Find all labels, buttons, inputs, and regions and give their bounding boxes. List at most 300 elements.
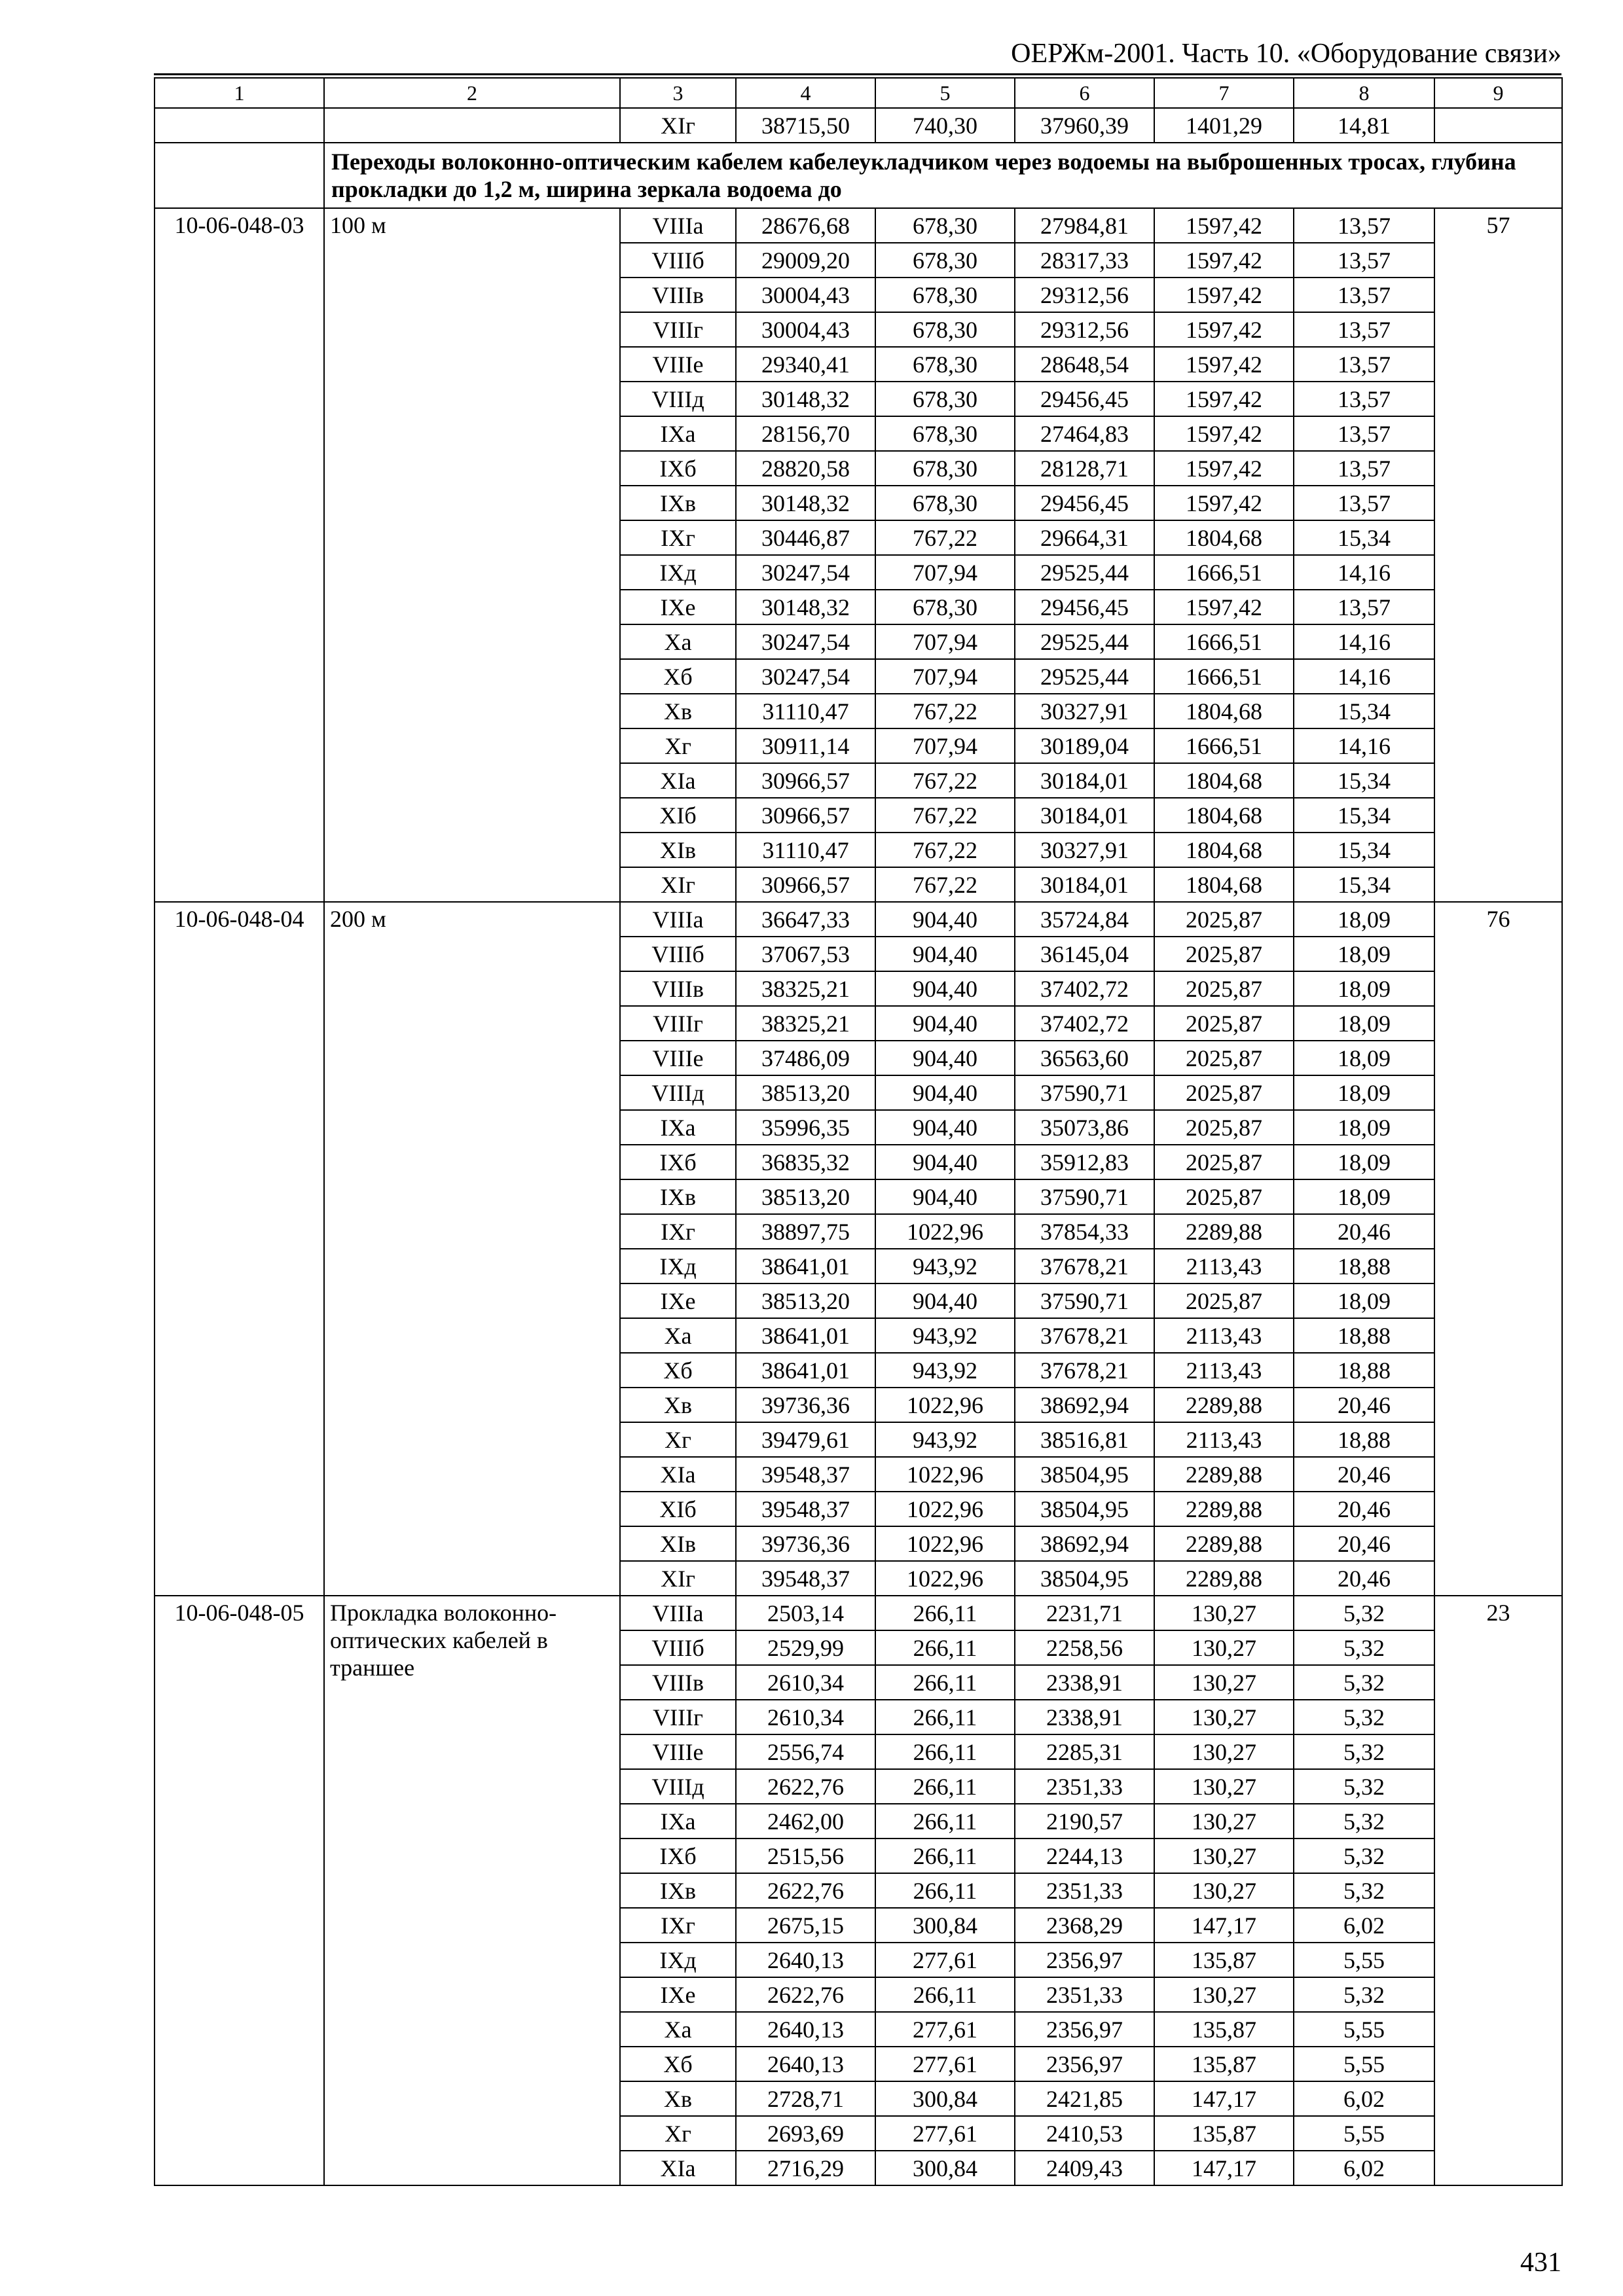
zone-cell: Xа [620,2012,736,2047]
column-number: 1 [155,78,324,108]
value-cell: 943,92 [875,1422,1015,1457]
value-cell: 18,09 [1294,1283,1434,1318]
value-cell: 29525,44 [1015,555,1154,590]
zone-cell: Xа [620,624,736,659]
value-cell: 13,57 [1294,486,1434,520]
value-cell: 2289,88 [1154,1561,1294,1596]
value-cell: 767,22 [875,867,1015,902]
value-cell: 904,40 [875,937,1015,971]
value-cell: 30966,57 [736,763,875,798]
zone-cell: IXг [620,1908,736,1943]
value-cell: 678,30 [875,451,1015,486]
value-cell: 130,27 [1154,1700,1294,1734]
value-cell: 13,57 [1294,347,1434,382]
value-cell: 277,61 [875,2116,1015,2151]
value-cell: 1597,42 [1154,451,1294,486]
value-cell: 1804,68 [1154,763,1294,798]
value-cell: 37486,09 [736,1041,875,1075]
zone-cell: Xг [620,1422,736,1457]
value-cell: 767,22 [875,694,1015,728]
value-cell: 2693,69 [736,2116,875,2151]
value-cell: 266,11 [875,1734,1015,1769]
value-cell: 707,94 [875,624,1015,659]
value-cell: 678,30 [875,312,1015,347]
value-cell: 1597,42 [1154,382,1294,416]
value-cell: 18,09 [1294,1075,1434,1110]
value-cell: 2025,87 [1154,971,1294,1006]
value-cell: 39479,61 [736,1422,875,1457]
column-9-value: 76 [1434,902,1562,1596]
value-cell: 904,40 [875,1110,1015,1145]
value-cell: 2610,34 [736,1665,875,1700]
rate-description: 100 м [324,208,620,902]
value-cell: 2338,91 [1015,1700,1154,1734]
value-cell: 36145,04 [1015,937,1154,971]
value-cell: 767,22 [875,833,1015,867]
price-table [154,77,1563,2186]
zone-cell: IXа [620,416,736,451]
value-cell: 2025,87 [1154,1145,1294,1179]
value-cell: 15,34 [1294,694,1434,728]
value-cell: 39548,37 [736,1492,875,1526]
value-cell: 20,46 [1294,1526,1434,1561]
zone-cell: Xг [620,728,736,763]
value-cell: 904,40 [875,1283,1015,1318]
value-cell: 1022,96 [875,1492,1015,1526]
zone-cell: IXв [620,486,736,520]
value-cell: 300,84 [875,1908,1015,1943]
value-cell: 904,40 [875,1179,1015,1214]
value-cell: 130,27 [1154,1734,1294,1769]
zone-cell: XIг [620,108,736,143]
zone-cell: XIв [620,833,736,867]
value-cell: 37590,71 [1015,1075,1154,1110]
value-cell: 2289,88 [1154,1457,1294,1492]
value-cell: 2351,33 [1015,1977,1154,2012]
value-cell: 2356,97 [1015,2012,1154,2047]
value-cell: 2421,85 [1015,2081,1154,2116]
value-cell: 29664,31 [1015,520,1154,555]
value-cell: 37960,39 [1015,108,1154,143]
table-cell [1434,108,1562,143]
value-cell: 2356,97 [1015,1943,1154,1977]
zone-cell: Xв [620,2081,736,2116]
value-cell: 2113,43 [1154,1422,1294,1457]
value-cell: 29456,45 [1015,486,1154,520]
value-cell: 30247,54 [736,624,875,659]
value-cell: 767,22 [875,763,1015,798]
value-cell: 37067,53 [736,937,875,971]
value-cell: 30247,54 [736,555,875,590]
value-cell: 707,94 [875,659,1015,694]
zone-cell: VIIIе [620,1041,736,1075]
zone-cell: Xв [620,694,736,728]
value-cell: 1022,96 [875,1526,1015,1561]
value-cell: 266,11 [875,1839,1015,1873]
zone-cell: XIа [620,2151,736,2185]
value-cell: 2025,87 [1154,1110,1294,1145]
value-cell: 38641,01 [736,1249,875,1283]
rate-description: Прокладка волоконно-оптических кабелей в траншее [324,1596,620,2185]
zone-cell: VIIIа [620,208,736,243]
zone-cell: IXг [620,1214,736,1249]
value-cell: 2289,88 [1154,1388,1294,1422]
value-cell: 5,32 [1294,1596,1434,1630]
value-cell: 1804,68 [1154,694,1294,728]
value-cell: 29456,45 [1015,382,1154,416]
value-cell: 5,55 [1294,2047,1434,2081]
value-cell: 20,46 [1294,1492,1434,1526]
value-cell: 2190,57 [1015,1804,1154,1839]
value-cell: 29525,44 [1015,659,1154,694]
value-cell: 5,32 [1294,1630,1434,1665]
value-cell: 2529,99 [736,1630,875,1665]
zone-cell: VIIIб [620,1630,736,1665]
value-cell: 5,32 [1294,1665,1434,1700]
value-cell: 2640,13 [736,1943,875,1977]
value-cell: 2289,88 [1154,1214,1294,1249]
value-cell: 18,09 [1294,1179,1434,1214]
value-cell: 6,02 [1294,2081,1434,2116]
value-cell: 14,16 [1294,555,1434,590]
value-cell: 30966,57 [736,798,875,833]
value-cell: 1804,68 [1154,833,1294,867]
value-cell: 2025,87 [1154,1179,1294,1214]
value-cell: 38504,95 [1015,1457,1154,1492]
value-cell: 277,61 [875,2012,1015,2047]
column-number: 9 [1434,78,1562,108]
value-cell: 39736,36 [736,1526,875,1561]
value-cell: 5,55 [1294,1943,1434,1977]
value-cell: 15,34 [1294,833,1434,867]
value-cell: 130,27 [1154,1873,1294,1908]
value-cell: 2640,13 [736,2012,875,2047]
value-cell: 147,17 [1154,2081,1294,2116]
value-cell: 767,22 [875,798,1015,833]
value-cell: 1804,68 [1154,798,1294,833]
value-cell: 30184,01 [1015,798,1154,833]
value-cell: 14,16 [1294,659,1434,694]
value-cell: 6,02 [1294,1908,1434,1943]
value-cell: 38513,20 [736,1179,875,1214]
value-cell: 13,57 [1294,590,1434,624]
value-cell: 5,32 [1294,1977,1434,2012]
value-cell: 38897,75 [736,1214,875,1249]
zone-cell: IXд [620,555,736,590]
page-number: 431 [1520,2248,1561,2278]
value-cell: 15,34 [1294,763,1434,798]
column-number: 8 [1294,78,1434,108]
value-cell: 266,11 [875,1596,1015,1630]
value-cell: 30247,54 [736,659,875,694]
column-number: 3 [620,78,736,108]
value-cell: 28317,33 [1015,243,1154,278]
value-cell: 1597,42 [1154,278,1294,312]
value-cell: 31110,47 [736,833,875,867]
value-cell: 28820,58 [736,451,875,486]
value-cell: 2503,14 [736,1596,875,1630]
zone-cell: XIа [620,763,736,798]
value-cell: 943,92 [875,1249,1015,1283]
value-cell: 1666,51 [1154,555,1294,590]
value-cell: 37590,71 [1015,1179,1154,1214]
value-cell: 14,16 [1294,624,1434,659]
value-cell: 678,30 [875,382,1015,416]
value-cell: 1401,29 [1154,108,1294,143]
value-cell: 35724,84 [1015,902,1154,937]
value-cell: 2025,87 [1154,1006,1294,1041]
table-cell [324,108,620,143]
value-cell: 2285,31 [1015,1734,1154,1769]
value-cell: 1597,42 [1154,590,1294,624]
value-cell: 28128,71 [1015,451,1154,486]
value-cell: 2622,76 [736,1873,875,1908]
zone-cell: XIв [620,1526,736,1561]
value-cell: 36563,60 [1015,1041,1154,1075]
column-number-row [155,78,1562,108]
value-cell: 20,46 [1294,1388,1434,1422]
value-cell: 130,27 [1154,1665,1294,1700]
zone-cell: VIIIд [620,382,736,416]
value-cell: 2515,56 [736,1839,875,1873]
value-cell: 904,40 [875,902,1015,937]
page-header: ОЕРЖм-2001. Часть 10. «Оборудование связи» [1011,39,1561,69]
value-cell: 28648,54 [1015,347,1154,382]
value-cell: 36647,33 [736,902,875,937]
value-cell: 37402,72 [1015,971,1154,1006]
value-cell: 678,30 [875,486,1015,520]
value-cell: 20,46 [1294,1457,1434,1492]
zone-cell: VIIIб [620,937,736,971]
value-cell: 35073,86 [1015,1110,1154,1145]
value-cell: 31110,47 [736,694,875,728]
value-cell: 1597,42 [1154,416,1294,451]
zone-cell: VIIIе [620,1734,736,1769]
value-cell: 130,27 [1154,1596,1294,1630]
table-cell [155,108,324,143]
zone-cell: XIа [620,1457,736,1492]
zone-cell: IXд [620,1943,736,1977]
value-cell: 2351,33 [1015,1873,1154,1908]
table-cell [155,143,324,208]
zone-cell: Xб [620,1353,736,1388]
value-cell: 147,17 [1154,2151,1294,2185]
value-cell: 13,57 [1294,416,1434,451]
value-cell: 2289,88 [1154,1526,1294,1561]
value-cell: 1666,51 [1154,728,1294,763]
value-cell: 36835,32 [736,1145,875,1179]
value-cell: 13,57 [1294,278,1434,312]
zone-cell: IXе [620,590,736,624]
table-row [155,208,1562,243]
value-cell: 740,30 [875,108,1015,143]
value-cell: 30911,14 [736,728,875,763]
value-cell: 707,94 [875,728,1015,763]
value-cell: 266,11 [875,1873,1015,1908]
value-cell: 29009,20 [736,243,875,278]
table-row [155,902,1562,937]
value-cell: 2338,91 [1015,1665,1154,1700]
zone-cell: VIIIб [620,243,736,278]
value-cell: 20,46 [1294,1214,1434,1249]
column-number: 4 [736,78,875,108]
value-cell: 2244,13 [1015,1839,1154,1873]
value-cell: 30966,57 [736,867,875,902]
value-cell: 1597,42 [1154,486,1294,520]
value-cell: 130,27 [1154,1804,1294,1839]
value-cell: 5,55 [1294,2116,1434,2151]
value-cell: 13,57 [1294,312,1434,347]
rate-code: 10-06-048-05 [155,1596,324,2185]
zone-cell: XIг [620,867,736,902]
value-cell: 1597,42 [1154,243,1294,278]
value-cell: 1804,68 [1154,520,1294,555]
value-cell: 38516,81 [1015,1422,1154,1457]
value-cell: 130,27 [1154,1769,1294,1804]
value-cell: 1666,51 [1154,659,1294,694]
value-cell: 2409,43 [1015,2151,1154,2185]
zone-cell: Xб [620,2047,736,2081]
value-cell: 266,11 [875,1700,1015,1734]
value-cell: 18,09 [1294,1041,1434,1075]
rate-code: 10-06-048-03 [155,208,324,902]
value-cell: 13,57 [1294,382,1434,416]
zone-cell: IXв [620,1873,736,1908]
value-cell: 130,27 [1154,1630,1294,1665]
value-cell: 14,16 [1294,728,1434,763]
column-9-value: 23 [1434,1596,1562,2185]
value-cell: 1022,96 [875,1457,1015,1492]
zone-cell: VIIIв [620,1665,736,1700]
value-cell: 904,40 [875,1041,1015,1075]
zone-cell: VIIIг [620,312,736,347]
column-number: 7 [1154,78,1294,108]
value-cell: 14,81 [1294,108,1434,143]
value-cell: 18,09 [1294,1110,1434,1145]
value-cell: 1597,42 [1154,312,1294,347]
zone-cell: VIIIа [620,1596,736,1630]
value-cell: 18,09 [1294,937,1434,971]
value-cell: 943,92 [875,1353,1015,1388]
value-cell: 30148,32 [736,590,875,624]
value-cell: 1597,42 [1154,208,1294,243]
value-cell: 300,84 [875,2151,1015,2185]
value-cell: 2622,76 [736,1769,875,1804]
value-cell: 38641,01 [736,1318,875,1353]
value-cell: 38513,20 [736,1283,875,1318]
value-cell: 30148,32 [736,486,875,520]
value-cell: 29456,45 [1015,590,1154,624]
value-cell: 5,32 [1294,1804,1434,1839]
value-cell: 904,40 [875,1145,1015,1179]
value-cell: 29312,56 [1015,312,1154,347]
value-cell: 707,94 [875,555,1015,590]
zone-cell: IXб [620,451,736,486]
value-cell: 35912,83 [1015,1145,1154,1179]
value-cell: 38504,95 [1015,1492,1154,1526]
header-rule [154,73,1561,75]
value-cell: 18,88 [1294,1353,1434,1388]
value-cell: 5,32 [1294,1700,1434,1734]
value-cell: 37678,21 [1015,1353,1154,1388]
zone-cell: VIIIв [620,971,736,1006]
value-cell: 18,09 [1294,971,1434,1006]
zone-cell: IXа [620,1804,736,1839]
value-cell: 1022,96 [875,1561,1015,1596]
value-cell: 30004,43 [736,278,875,312]
zone-cell: VIIIе [620,347,736,382]
value-cell: 266,11 [875,1665,1015,1700]
value-cell: 2289,88 [1154,1492,1294,1526]
value-cell: 30189,04 [1015,728,1154,763]
value-cell: 1804,68 [1154,867,1294,902]
value-cell: 6,02 [1294,2151,1434,2185]
value-cell: 30148,32 [736,382,875,416]
value-cell: 28156,70 [736,416,875,451]
value-cell: 2025,87 [1154,937,1294,971]
value-cell: 135,87 [1154,1943,1294,1977]
continuation-row [155,108,1562,143]
value-cell: 2640,13 [736,2047,875,2081]
value-cell: 2113,43 [1154,1353,1294,1388]
zone-cell: Xв [620,1388,736,1422]
zone-cell: IXе [620,1977,736,2012]
value-cell: 277,61 [875,2047,1015,2081]
value-cell: 13,57 [1294,243,1434,278]
zone-cell: IXа [620,1110,736,1145]
value-cell: 266,11 [875,1630,1015,1665]
value-cell: 18,09 [1294,1006,1434,1041]
value-cell: 130,27 [1154,1839,1294,1873]
value-cell: 38325,21 [736,971,875,1006]
value-cell: 39548,37 [736,1457,875,1492]
value-cell: 2556,74 [736,1734,875,1769]
section-row [155,143,1562,208]
zone-cell: IXб [620,1145,736,1179]
value-cell: 2025,87 [1154,1283,1294,1318]
value-cell: 13,57 [1294,208,1434,243]
zone-cell: XIб [620,798,736,833]
value-cell: 2113,43 [1154,1249,1294,1283]
table-row [155,1596,1562,1630]
value-cell: 1022,96 [875,1214,1015,1249]
rate-code: 10-06-048-04 [155,902,324,1596]
value-cell: 943,92 [875,1318,1015,1353]
value-cell: 2025,87 [1154,902,1294,937]
zone-cell: Xг [620,2116,736,2151]
zone-cell: VIIIг [620,1006,736,1041]
value-cell: 38504,95 [1015,1561,1154,1596]
column-number: 2 [324,78,620,108]
zone-cell: Xа [620,1318,736,1353]
value-cell: 5,32 [1294,1769,1434,1804]
value-cell: 2462,00 [736,1804,875,1839]
value-cell: 30327,91 [1015,833,1154,867]
value-cell: 678,30 [875,243,1015,278]
zone-cell: XIг [620,1561,736,1596]
value-cell: 2231,71 [1015,1596,1154,1630]
value-cell: 767,22 [875,520,1015,555]
value-cell: 300,84 [875,2081,1015,2116]
value-cell: 29340,41 [736,347,875,382]
value-cell: 5,32 [1294,1734,1434,1769]
zone-cell: IXд [620,1249,736,1283]
value-cell: 2025,87 [1154,1041,1294,1075]
value-cell: 18,88 [1294,1249,1434,1283]
value-cell: 35996,35 [736,1110,875,1145]
value-cell: 147,17 [1154,1908,1294,1943]
value-cell: 1022,96 [875,1388,1015,1422]
